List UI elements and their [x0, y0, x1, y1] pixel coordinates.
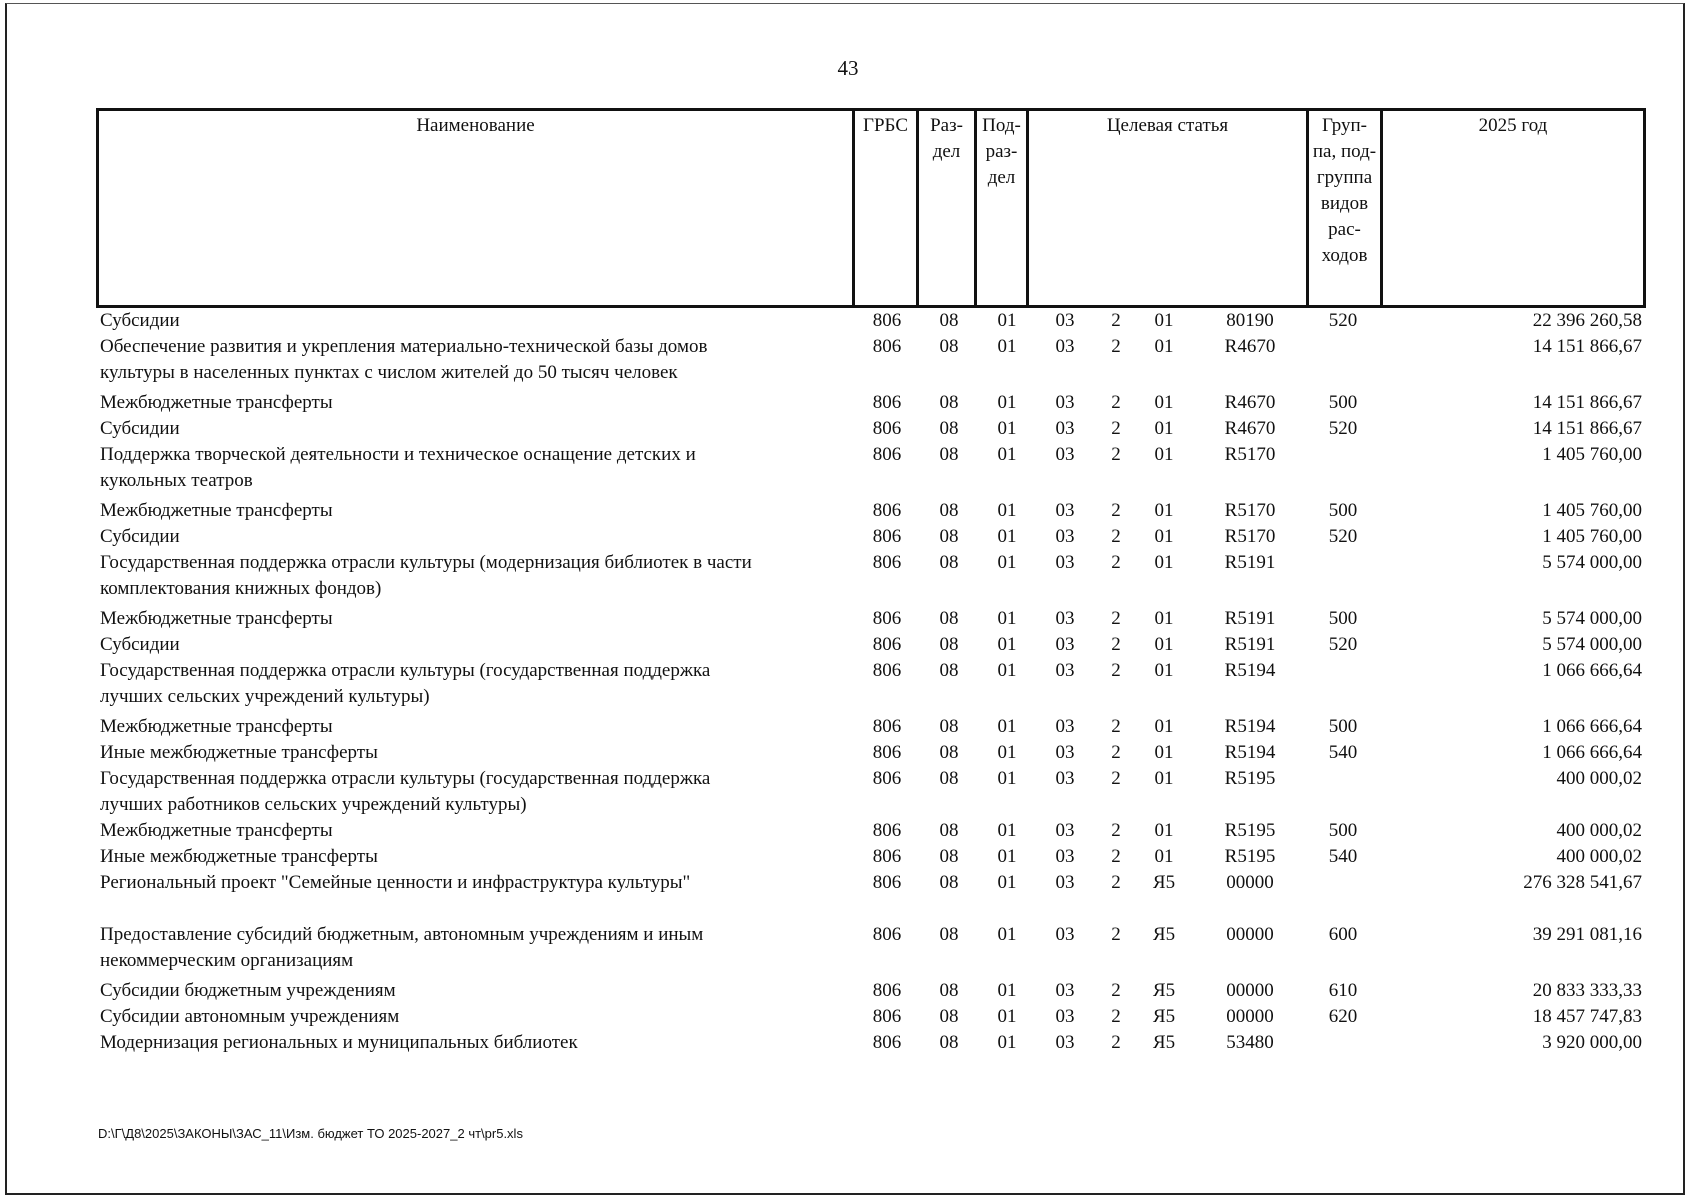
page-number: 43 — [837, 56, 859, 80]
row-t1: 03 — [1055, 924, 1075, 945]
row-t4: 00000 — [1226, 924, 1274, 945]
row-sum: 1 066 666,64 — [1542, 716, 1642, 737]
row-name-line: Иные межбюджетные трансферты — [100, 846, 378, 867]
row-t3: 01 — [1154, 444, 1174, 465]
row-t2: 2 — [1111, 336, 1121, 357]
row-name-line: Межбюджетные трансферты — [100, 716, 333, 737]
row-t3: 01 — [1154, 552, 1174, 573]
row-t2: 2 — [1111, 418, 1121, 439]
row-grbs: 806 — [872, 846, 902, 867]
row-grbs: 806 — [872, 444, 902, 465]
row-t1: 03 — [1055, 1032, 1075, 1053]
row-podrazdel: 01 — [997, 418, 1017, 439]
row-name — [100, 870, 852, 896]
row-t4: R5191 — [1224, 552, 1276, 573]
row-grbs: 806 — [872, 1006, 902, 1027]
row-name-line: комплектования книжных фондов) — [100, 578, 382, 599]
row-t2: 2 — [1111, 820, 1121, 841]
row-razdel: 08 — [939, 552, 959, 573]
row-name — [100, 1030, 852, 1056]
header-target — [1029, 111, 1309, 305]
row-t2: 2 — [1111, 660, 1121, 681]
row-t3: 01 — [1154, 500, 1174, 521]
row-name — [100, 390, 852, 416]
row-grbs: 806 — [872, 310, 902, 331]
row-t2: 2 — [1111, 742, 1121, 763]
row-t4: 00000 — [1226, 980, 1274, 1001]
row-sum: 39 291 081,16 — [1532, 924, 1642, 945]
row-vr: 500 — [1328, 716, 1358, 737]
row-sum: 276 328 541,67 — [1523, 872, 1642, 893]
row-t3: 01 — [1154, 742, 1174, 763]
header-razdel-line: дел — [932, 141, 961, 162]
row-t2: 2 — [1111, 846, 1121, 867]
row-name-line: Предоставление субсидий бюджетным, автономным учреждениям и иным — [100, 924, 704, 945]
header-target-label: Целевая статья — [1106, 115, 1229, 136]
row-t3: Я5 — [1152, 980, 1176, 1001]
row-t1: 03 — [1055, 980, 1075, 1001]
row-podrazdel: 01 — [997, 872, 1017, 893]
row-t4: R5195 — [1224, 846, 1276, 867]
row-name — [100, 714, 852, 740]
row-name — [100, 844, 852, 870]
row-razdel: 08 — [939, 1006, 959, 1027]
row-razdel: 08 — [939, 526, 959, 547]
header-podrazdel-line: раз- — [985, 141, 1018, 162]
row-grbs: 806 — [872, 634, 902, 655]
row-name-line: Региональный проект "Семейные ценности и инфраструктура культуры" — [100, 872, 691, 893]
row-name-line: кукольных театров — [100, 470, 253, 491]
row-podrazdel: 01 — [997, 552, 1017, 573]
row-sum: 1 405 760,00 — [1542, 500, 1642, 521]
header-grbs — [855, 111, 919, 305]
header-name-label: Наименование — [416, 115, 535, 136]
row-sum: 5 574 000,00 — [1542, 608, 1642, 629]
row-t4: R5194 — [1224, 660, 1276, 681]
row-grbs: 806 — [872, 660, 902, 681]
row-t2: 2 — [1111, 310, 1121, 331]
file-path: D:\Г\Д8\2025\ЗАКОНЫ\ЗАС_11\Изм. бюджет ТО 2025-2027_2 чт\pr5.xls — [98, 1126, 523, 1141]
row-name — [100, 740, 852, 766]
row-sum: 1 066 666,64 — [1542, 742, 1642, 763]
row-sum: 20 833 333,33 — [1532, 980, 1642, 1001]
row-sum: 14 151 866,67 — [1532, 418, 1642, 439]
row-podrazdel: 01 — [997, 310, 1017, 331]
row-name — [100, 606, 852, 632]
row-name-line: некоммерческим организациям — [100, 950, 354, 971]
row-grbs: 806 — [872, 742, 902, 763]
row-name — [100, 498, 852, 524]
row-t4: R5191 — [1224, 634, 1276, 655]
row-sum: 1 405 760,00 — [1542, 444, 1642, 465]
row-grbs: 806 — [872, 980, 902, 1001]
row-t3: Я5 — [1152, 924, 1176, 945]
row-name-line: Модернизация региональных и муниципальных библиотек — [100, 1032, 578, 1053]
row-t4: R5170 — [1224, 500, 1276, 521]
row-grbs: 806 — [872, 716, 902, 737]
row-sum: 5 574 000,00 — [1542, 552, 1642, 573]
row-name — [100, 308, 852, 334]
row-sum: 22 396 260,58 — [1532, 310, 1642, 331]
row-t4: R5195 — [1224, 820, 1276, 841]
row-name — [100, 658, 852, 710]
row-t4: R5194 — [1224, 716, 1276, 737]
row-podrazdel: 01 — [997, 608, 1017, 629]
row-t1: 03 — [1055, 526, 1075, 547]
row-t1: 03 — [1055, 872, 1075, 893]
row-t4: R4670 — [1224, 418, 1276, 439]
row-name — [100, 1004, 852, 1030]
row-name — [100, 442, 852, 494]
row-t1: 03 — [1055, 716, 1075, 737]
row-t3: 01 — [1154, 392, 1174, 413]
row-podrazdel: 01 — [997, 716, 1017, 737]
row-t1: 03 — [1055, 500, 1075, 521]
header-group — [1309, 111, 1383, 305]
row-razdel: 08 — [939, 634, 959, 655]
header-group-line: рас- — [1328, 219, 1361, 240]
row-t4: R5191 — [1224, 608, 1276, 629]
row-podrazdel: 01 — [997, 500, 1017, 521]
row-name — [100, 978, 852, 1004]
row-podrazdel: 01 — [997, 742, 1017, 763]
row-t4: R4670 — [1224, 336, 1276, 357]
row-sum: 400 000,02 — [1556, 820, 1642, 841]
row-name-line: Поддержка творческой деятельности и техническое оснащение детских и — [100, 444, 696, 465]
row-name-line: Субсидии бюджетным учреждениям — [100, 980, 396, 1001]
row-t1: 03 — [1055, 392, 1075, 413]
row-razdel: 08 — [939, 608, 959, 629]
row-t2: 2 — [1111, 768, 1121, 789]
row-t3: 01 — [1154, 660, 1174, 681]
header-podrazdel — [977, 111, 1029, 305]
header-year — [1383, 111, 1643, 305]
row-podrazdel: 01 — [997, 768, 1017, 789]
row-t4: 53480 — [1226, 1032, 1274, 1053]
row-t2: 2 — [1111, 1032, 1121, 1053]
header-grbs-label: ГРБС — [862, 115, 908, 136]
row-vr: 620 — [1328, 1006, 1358, 1027]
row-t1: 03 — [1055, 418, 1075, 439]
row-name-line: Субсидии — [100, 418, 180, 439]
row-podrazdel: 01 — [997, 924, 1017, 945]
row-podrazdel: 01 — [997, 526, 1017, 547]
row-t4: 80190 — [1226, 310, 1274, 331]
row-name-line: Межбюджетные трансферты — [100, 820, 333, 841]
row-t2: 2 — [1111, 716, 1121, 737]
row-razdel: 08 — [939, 872, 959, 893]
row-name-line: Государственная поддержка отрасли культуры (модернизация библиотек в части — [100, 552, 752, 573]
row-razdel: 08 — [939, 310, 959, 331]
row-razdel: 08 — [939, 1032, 959, 1053]
row-t1: 03 — [1055, 768, 1075, 789]
row-grbs: 806 — [872, 768, 902, 789]
row-sum: 5 574 000,00 — [1542, 634, 1642, 655]
row-razdel: 08 — [939, 924, 959, 945]
row-grbs: 806 — [872, 872, 902, 893]
row-razdel: 08 — [939, 444, 959, 465]
row-grbs: 806 — [872, 924, 902, 945]
row-t3: 01 — [1154, 526, 1174, 547]
row-t3: Я5 — [1152, 872, 1176, 893]
row-podrazdel: 01 — [997, 1032, 1017, 1053]
row-vr: 500 — [1328, 392, 1358, 413]
row-grbs: 806 — [872, 608, 902, 629]
row-name-line: Субсидии — [100, 310, 180, 331]
row-grbs: 806 — [872, 418, 902, 439]
row-t2: 2 — [1111, 526, 1121, 547]
row-name-line: культуры в населенных пунктах с числом жителей до 50 тысяч человек — [100, 362, 678, 383]
row-name-line: Иные межбюджетные трансферты — [100, 742, 378, 763]
row-name-line: лучших сельских учреждений культуры) — [100, 686, 430, 707]
row-t4: R5194 — [1224, 742, 1276, 763]
row-sum: 400 000,02 — [1556, 846, 1642, 867]
row-t3: 01 — [1154, 846, 1174, 867]
row-name-line: Субсидии — [100, 526, 180, 547]
row-sum: 14 151 866,67 — [1532, 392, 1642, 413]
row-t3: 01 — [1154, 608, 1174, 629]
row-t2: 2 — [1111, 634, 1121, 655]
row-name — [100, 922, 852, 974]
row-name — [100, 550, 852, 602]
row-vr: 540 — [1328, 846, 1358, 867]
header-podrazdel-line: Под- — [982, 115, 1021, 136]
row-t1: 03 — [1055, 1006, 1075, 1027]
row-sum: 3 920 000,00 — [1542, 1032, 1642, 1053]
row-podrazdel: 01 — [997, 846, 1017, 867]
row-t3: 01 — [1154, 310, 1174, 331]
row-name-line: Субсидии — [100, 634, 180, 655]
row-t1: 03 — [1055, 336, 1075, 357]
row-sum: 18 457 747,83 — [1532, 1006, 1642, 1027]
row-t4: R5195 — [1224, 768, 1276, 789]
row-t1: 03 — [1055, 742, 1075, 763]
row-podrazdel: 01 — [997, 444, 1017, 465]
header-group-line: Груп- — [1321, 115, 1368, 136]
row-vr: 520 — [1328, 418, 1358, 439]
row-vr: 520 — [1328, 634, 1358, 655]
row-razdel: 08 — [939, 716, 959, 737]
row-grbs: 806 — [872, 552, 902, 573]
header-group-line: па, под- — [1312, 141, 1377, 162]
header-name — [99, 111, 855, 305]
row-t3: Я5 — [1152, 1006, 1176, 1027]
row-name-line: Межбюджетные трансферты — [100, 500, 333, 521]
row-t4: 00000 — [1226, 872, 1274, 893]
row-podrazdel: 01 — [997, 1006, 1017, 1027]
row-razdel: 08 — [939, 980, 959, 1001]
row-t3: 01 — [1154, 418, 1174, 439]
row-podrazdel: 01 — [997, 336, 1017, 357]
row-t2: 2 — [1111, 608, 1121, 629]
row-razdel: 08 — [939, 846, 959, 867]
row-t2: 2 — [1111, 552, 1121, 573]
row-razdel: 08 — [939, 500, 959, 521]
row-t2: 2 — [1111, 980, 1121, 1001]
row-vr: 540 — [1328, 742, 1358, 763]
row-podrazdel: 01 — [997, 820, 1017, 841]
row-podrazdel: 01 — [997, 634, 1017, 655]
row-t1: 03 — [1055, 310, 1075, 331]
row-razdel: 08 — [939, 392, 959, 413]
header-group-line: видов — [1320, 193, 1369, 214]
row-t2: 2 — [1111, 872, 1121, 893]
row-razdel: 08 — [939, 742, 959, 763]
row-vr: 500 — [1328, 500, 1358, 521]
row-name — [100, 818, 852, 844]
row-t1: 03 — [1055, 660, 1075, 681]
row-t4: R4670 — [1224, 392, 1276, 413]
row-name-line: Государственная поддержка отрасли культуры (государственная поддержка — [100, 660, 711, 681]
row-t3: 01 — [1154, 820, 1174, 841]
row-vr: 610 — [1328, 980, 1358, 1001]
row-name — [100, 524, 852, 550]
row-vr: 500 — [1328, 608, 1358, 629]
row-name — [100, 334, 852, 386]
row-name — [100, 632, 852, 658]
row-name — [100, 416, 852, 442]
row-vr: 520 — [1328, 310, 1358, 331]
row-t1: 03 — [1055, 552, 1075, 573]
row-t1: 03 — [1055, 444, 1075, 465]
row-t4: R5170 — [1224, 526, 1276, 547]
row-grbs: 806 — [872, 392, 902, 413]
row-grbs: 806 — [872, 820, 902, 841]
row-t3: 01 — [1154, 768, 1174, 789]
row-t3: 01 — [1154, 336, 1174, 357]
row-name-line: Межбюджетные трансферты — [100, 608, 333, 629]
row-razdel: 08 — [939, 336, 959, 357]
row-sum: 14 151 866,67 — [1532, 336, 1642, 357]
header-group-line: ходов — [1321, 245, 1368, 266]
row-name-line: Межбюджетные трансферты — [100, 392, 333, 413]
header-razdel-line: Раз- — [930, 115, 963, 136]
row-t1: 03 — [1055, 846, 1075, 867]
row-vr: 600 — [1328, 924, 1358, 945]
header-razdel — [919, 111, 977, 305]
table-header — [96, 108, 1646, 308]
row-sum: 1 066 666,64 — [1542, 660, 1642, 681]
row-t3: 01 — [1154, 634, 1174, 655]
row-t1: 03 — [1055, 634, 1075, 655]
row-vr: 500 — [1328, 820, 1358, 841]
row-t1: 03 — [1055, 820, 1075, 841]
row-t4: R5170 — [1224, 444, 1276, 465]
row-razdel: 08 — [939, 820, 959, 841]
row-t2: 2 — [1111, 500, 1121, 521]
row-t3: Я5 — [1152, 1032, 1176, 1053]
row-t3: 01 — [1154, 716, 1174, 737]
row-name-line: Обеспечение развития и укрепления материально-технической базы домов — [100, 336, 708, 357]
row-razdel: 08 — [939, 418, 959, 439]
row-grbs: 806 — [872, 336, 902, 357]
row-t2: 2 — [1111, 924, 1121, 945]
row-t1: 03 — [1055, 608, 1075, 629]
row-podrazdel: 01 — [997, 980, 1017, 1001]
header-year-label: 2025 год — [1478, 115, 1548, 136]
header-podrazdel-line: дел — [987, 167, 1016, 188]
row-razdel: 08 — [939, 768, 959, 789]
row-t2: 2 — [1111, 392, 1121, 413]
row-grbs: 806 — [872, 1032, 902, 1053]
row-grbs: 806 — [872, 526, 902, 547]
header-group-line: группа — [1316, 167, 1373, 188]
row-t4: 00000 — [1226, 1006, 1274, 1027]
row-t2: 2 — [1111, 1006, 1121, 1027]
row-name-line: Субсидии автономным учреждениям — [100, 1006, 400, 1027]
row-podrazdel: 01 — [997, 392, 1017, 413]
row-t2: 2 — [1111, 444, 1121, 465]
row-grbs: 806 — [872, 500, 902, 521]
row-name-line: лучших работников сельских учреждений культуры) — [100, 794, 527, 815]
row-podrazdel: 01 — [997, 660, 1017, 681]
row-sum: 1 405 760,00 — [1542, 526, 1642, 547]
row-vr: 520 — [1328, 526, 1358, 547]
row-razdel: 08 — [939, 660, 959, 681]
row-name — [100, 766, 852, 818]
row-sum: 400 000,02 — [1556, 768, 1642, 789]
row-name-line: Государственная поддержка отрасли культуры (государственная поддержка — [100, 768, 711, 789]
